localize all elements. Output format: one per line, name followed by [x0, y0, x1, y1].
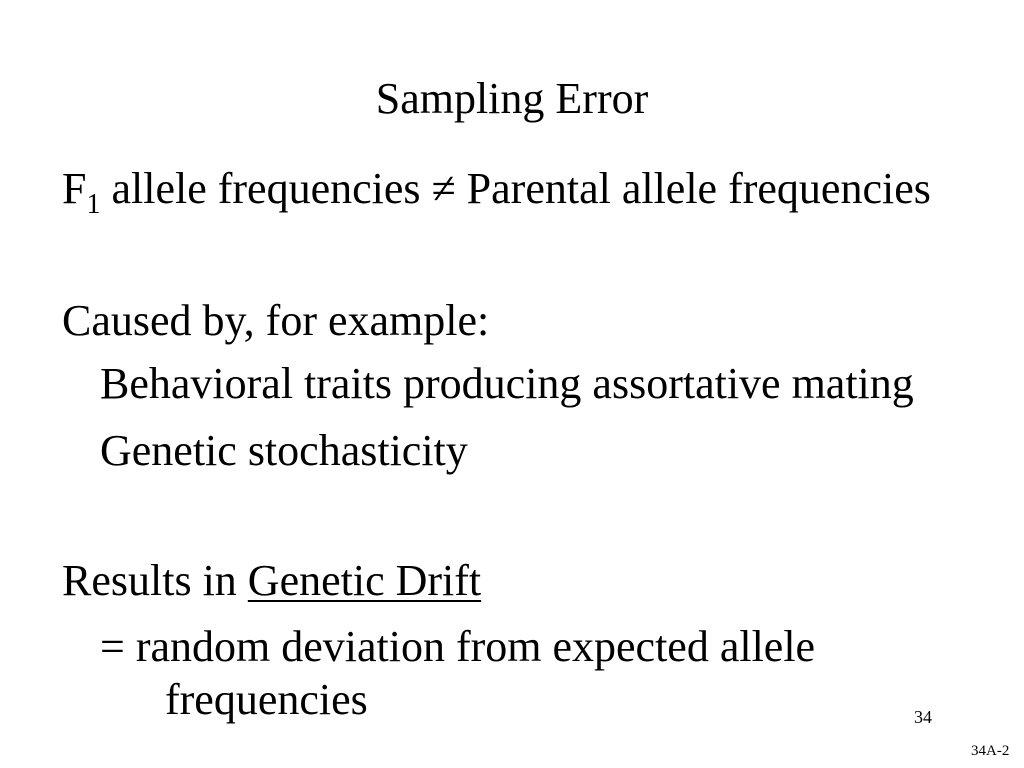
f-generation-subscript: 1 [86, 189, 101, 220]
results-prefix: Results in [62, 556, 248, 605]
results-statement [62, 556, 481, 606]
example-item-behavioral-traits: Behavioral traits producing assortative mating [100, 359, 914, 408]
example-item-genetic-stochasticity: Genetic stochasticity [100, 426, 468, 475]
genetic-drift-term: Genetic Drift [247, 556, 482, 605]
allele-frequency-text: allele frequencies ≠ Parental allele frequencies [100, 164, 931, 213]
slide-title: Sampling Error [375, 74, 649, 123]
f-generation-label: F [62, 164, 87, 213]
allele-frequency-statement [62, 164, 931, 220]
page-number: 34 [914, 707, 932, 727]
caused-by-heading: Caused by, for example: [62, 296, 490, 345]
definition-line-2: frequencies [165, 675, 368, 724]
slide-code: 34A-2 [971, 743, 1010, 759]
definition-line-1: = random deviation from expected allele [100, 622, 816, 671]
